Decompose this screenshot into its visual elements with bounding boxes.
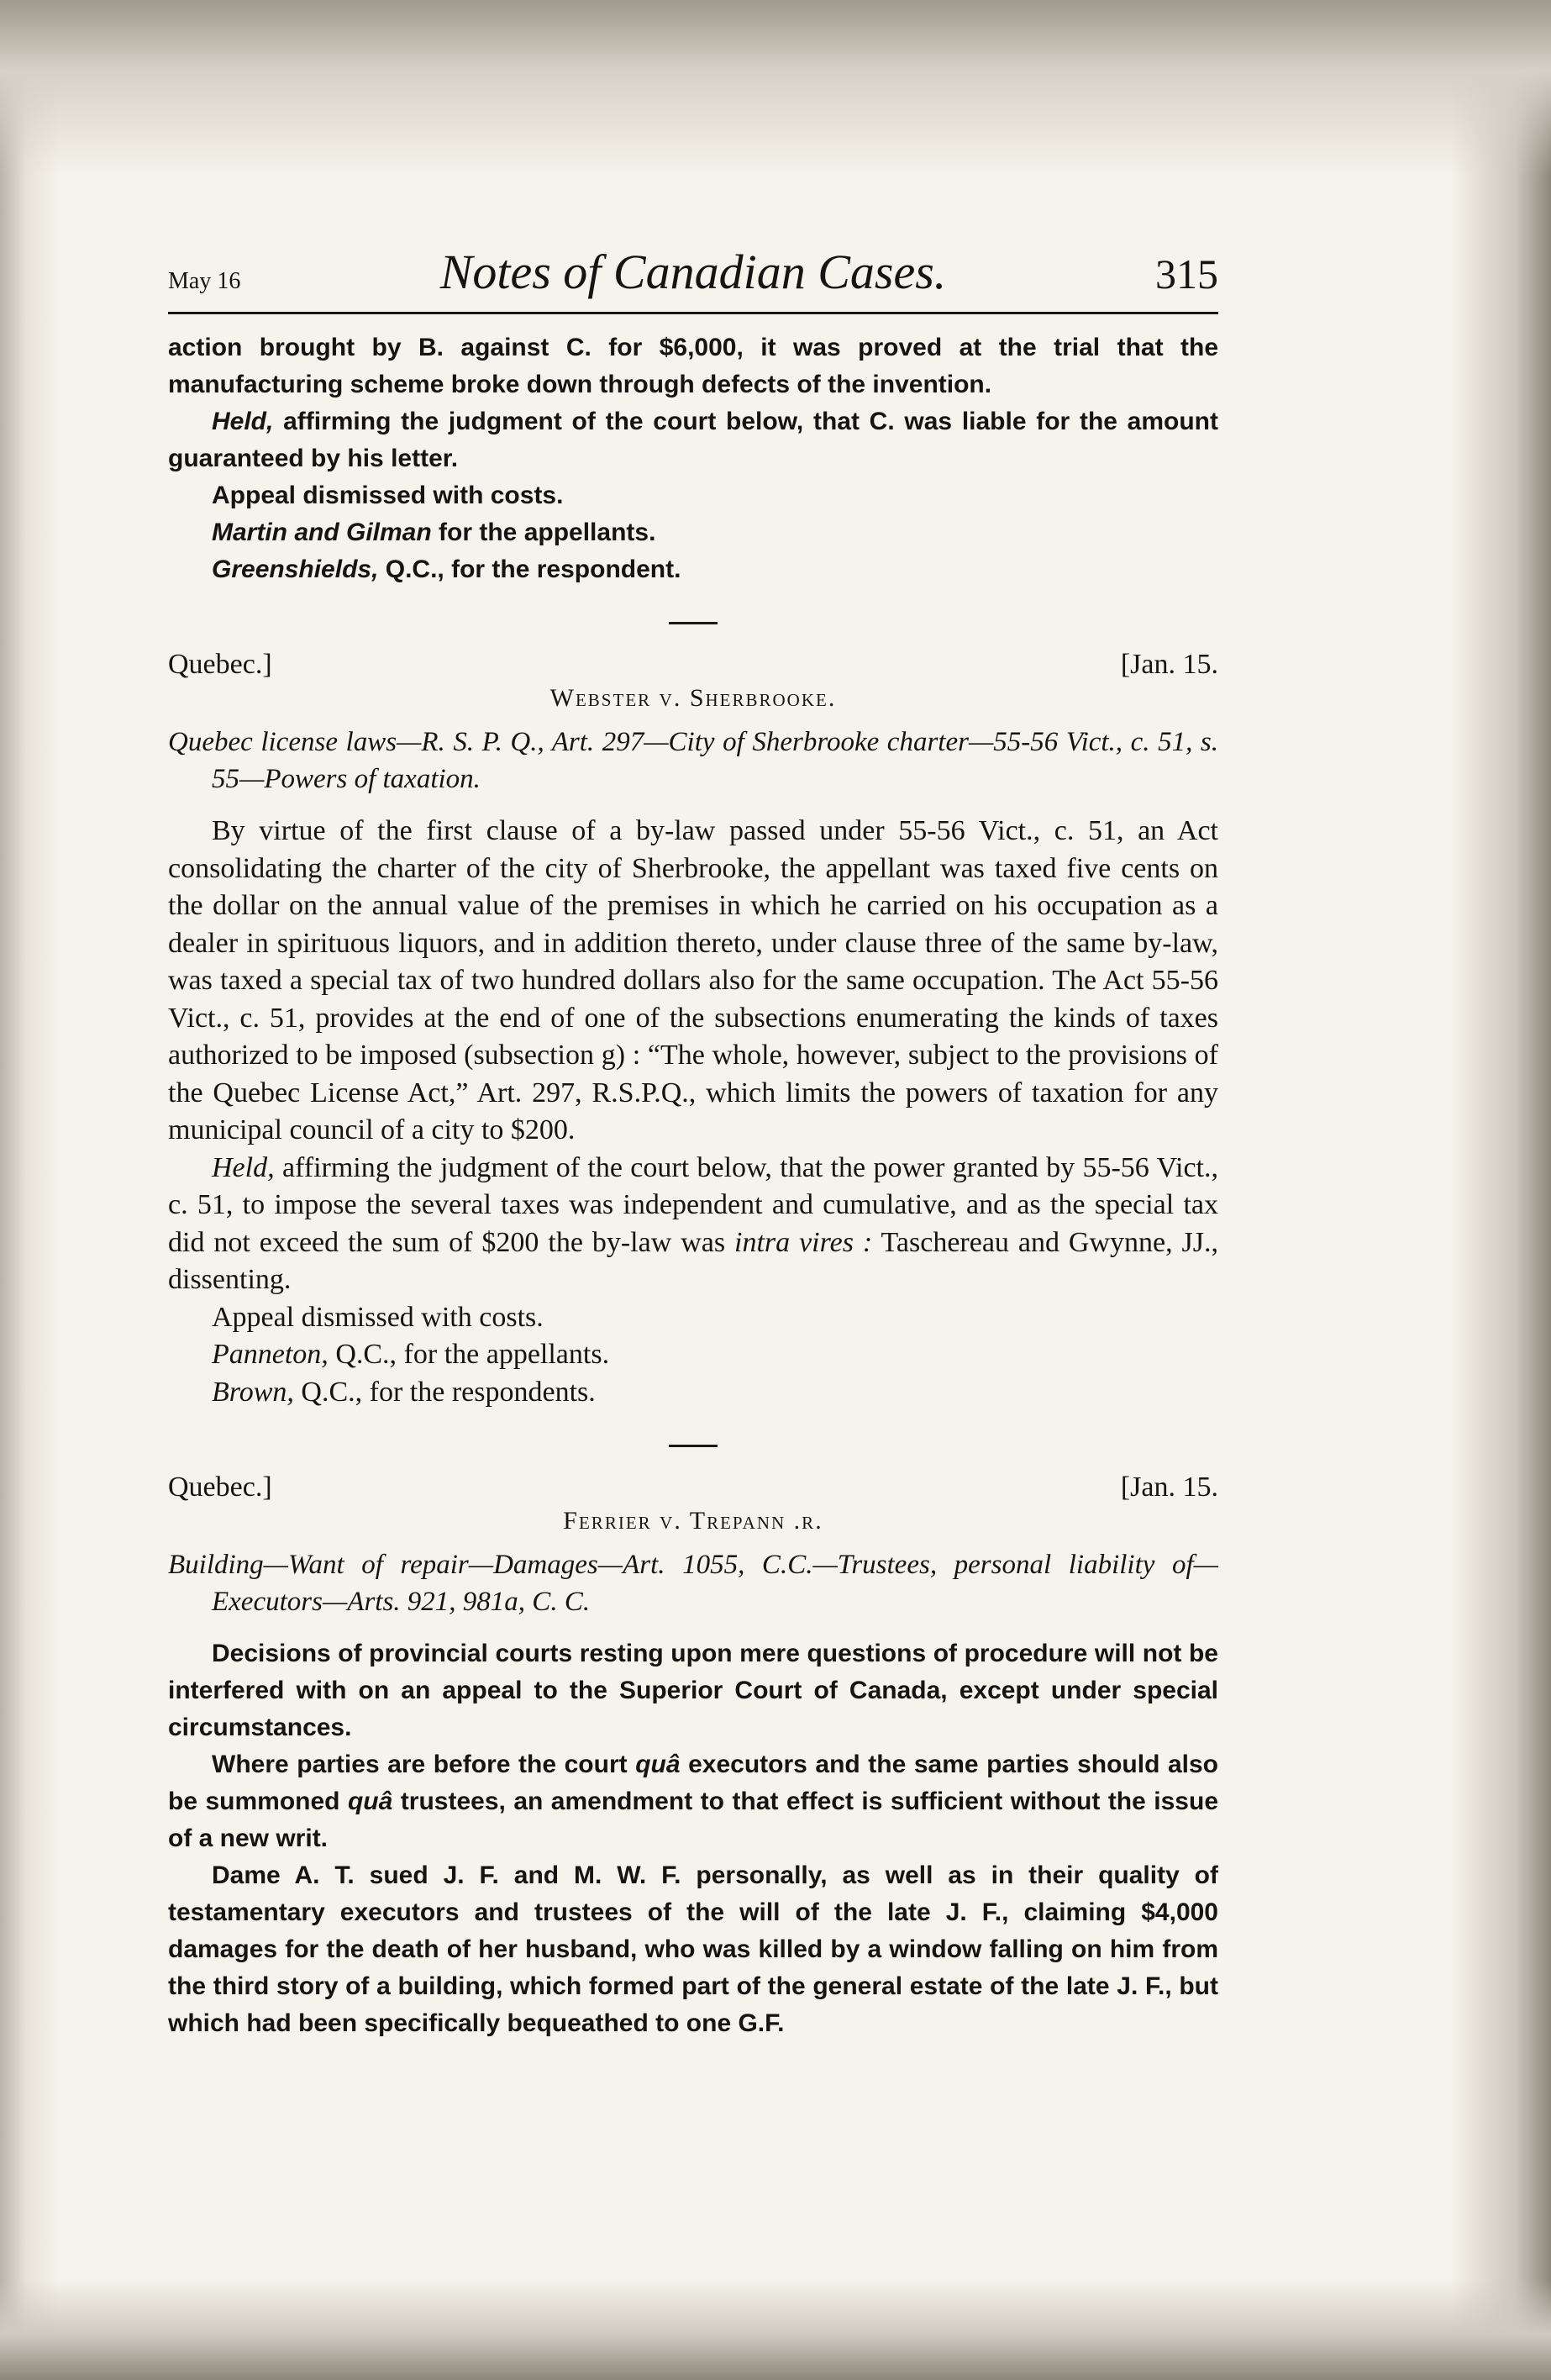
case-heading: [168, 1471, 1218, 1504]
page-number: 315: [1155, 250, 1218, 298]
scan-shadow-left: [0, 0, 59, 2380]
case-paragraph-1: Decisions of provincial courts resting upon mere questions of procedure will not be interfered with on an appeal to the Superior Court of Canada, except under special circumstances.: [168, 1640, 1218, 1741]
case1-dismissed: Appeal dismissed with costs.: [212, 482, 564, 509]
case-held: [168, 1150, 1218, 1299]
case1-held: [168, 403, 1218, 477]
scan-shadow-top: [0, 0, 1551, 176]
page: [168, 244, 1218, 2042]
section-divider: [669, 1445, 718, 1447]
counsel-role: for the appellants.: [431, 519, 656, 546]
counsel-role: Q.C., for the appellants.: [328, 1339, 610, 1370]
held-intra-vires: intra vires :: [734, 1226, 873, 1258]
case-headnote: Quebec license laws—R. S. P. Q., Art. 297—City of Sherbrooke charter—55-56 Vict., c. 51, s. 55—Powers of taxation.: [168, 727, 1218, 794]
case-date: [Jan. 15.: [1120, 649, 1218, 680]
case-province: Quebec.]: [168, 1472, 272, 1503]
running-header: [168, 244, 1218, 314]
held-label: Held,: [212, 408, 274, 435]
counsel-names: Greenshields,: [212, 556, 379, 583]
counsel-names: Brown,: [212, 1376, 294, 1408]
header-date: May 16: [168, 268, 241, 294]
scan-shadow-right: [1450, 0, 1551, 2380]
counsel-role: Q.C., for the respondent.: [378, 556, 681, 583]
case-province: Quebec.]: [168, 649, 272, 680]
case1-counsel-appellants: [168, 514, 1218, 551]
text-run: trustees, an amendment to that effect is sufficient without the issue of a new writ.: [168, 1788, 1218, 1852]
held-text: affirming the judgment of the court below, that the power granted by 55-56 Vict., c. 51, to impose the several taxes was independent and cumulative, and as the special tax did not exceed the sum of $200 the by-law was: [168, 1151, 1218, 1258]
case1-counsel-respondent: [168, 551, 1218, 588]
counsel-names: Martin and Gilman: [212, 519, 432, 546]
qua-term: quâ: [347, 1788, 393, 1815]
case-headnote: Building—Want of repair—Damages—Art. 1055, C.C.—Trustees, personal liability of—Executors—Arts. 921, 981a, C. C.: [168, 1550, 1218, 1617]
scan-shadow-bottom: [0, 2279, 1551, 2380]
case-heading: [168, 648, 1218, 682]
section-divider: [669, 622, 718, 624]
counsel-role: Q.C., for the respondents.: [293, 1376, 596, 1408]
case-date: [Jan. 15.: [1120, 1472, 1218, 1503]
case-paragraph-2: [168, 1746, 1218, 1857]
case-counsel-appellants: [168, 1336, 1218, 1374]
case1-paragraph: action brought by B. against C. for $6,000, it was proved at the trial that the manufacturing scheme broke down through defects of the invention.: [168, 334, 1218, 398]
counsel-names: Panneton,: [212, 1339, 329, 1370]
case-paragraph-3: Dame A. T. sued J. F. and M. W. F. personally, as well as in their quality of testamentary executors and trustees of the will of the late J. F., claiming $4,000 damages for the death of her husband, who was killed by a window falling on him from the third story of a building, which formed part of the general estate of the late J. F., but which had been specifically bequeathed to one G.F.: [168, 1861, 1218, 2037]
header-title: Notes of Canadian Cases.: [439, 245, 947, 299]
qua-term: quâ: [635, 1751, 681, 1778]
text-run: executors and the same parties should also be summoned: [168, 1751, 1219, 1815]
case-title: Ferrier v. Trepann .r.: [563, 1507, 823, 1535]
case-counsel-respondents: [168, 1374, 1218, 1412]
held-text: affirming the judgment of the court below, that C. was liable for the amount guaranteed by his letter.: [168, 408, 1218, 472]
case-body: By virtue of the first clause of a by-law passed under 55-56 Vict., c. 51, an Act consolidating the charter of the city of Sherbrooke, the appellant was taxed five cents on the dollar on the annual value of the premises in which he carried on his occupation as a dealer in spirituous liquors, and in addition thereto, under clause three of the same by-law, was taxed a special tax of two hundred dollars also for the same occupation. The Act 55-56 Vict., c. 51, provides at the end of one of the subsections enumerating the kinds of taxes authorized to be imposed (subsection g) : “The whole, however, subject to the provisions of the Quebec License Act,” Art. 297, R.S.P.Q., which limits the powers of taxation for any municipal council of a city to $200.: [168, 815, 1218, 1145]
held-dissent: Taschereau and Gwynne, JJ., dissenting.: [168, 1226, 1218, 1295]
case-dismissed: Appeal dismissed with costs.: [212, 1301, 544, 1333]
text-run: Where parties are before the court: [212, 1751, 636, 1778]
case-continued: [168, 329, 1218, 588]
held-label: Held,: [212, 1151, 275, 1183]
case-title: Webster v. Sherbrooke.: [549, 684, 837, 712]
case-webster-v-sherbrooke: [168, 648, 1218, 1411]
case-ferrier-v-trepanier: [168, 1471, 1218, 2042]
